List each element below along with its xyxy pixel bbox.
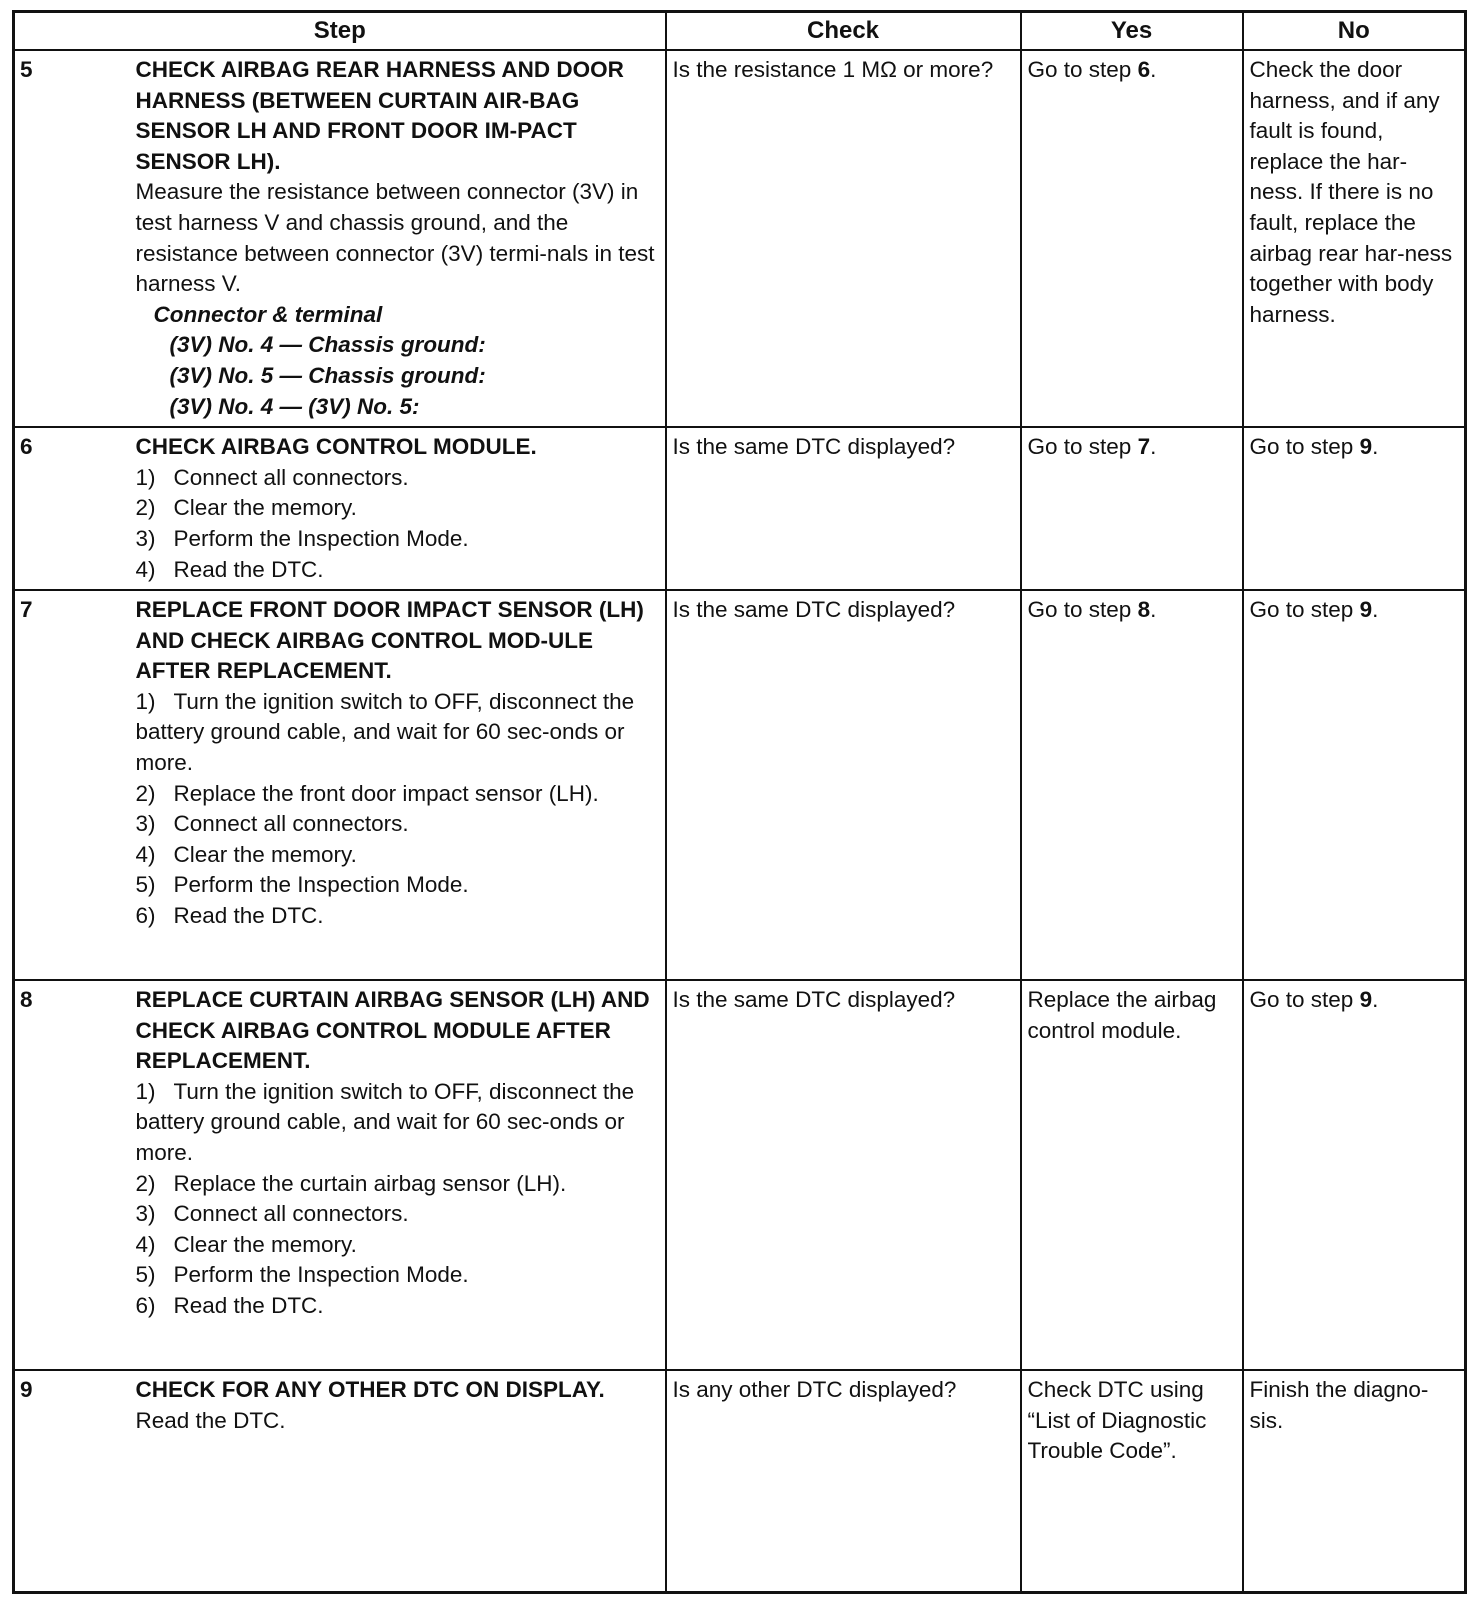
connector-line: (3V) No. 5 — Chassis ground: bbox=[169, 362, 486, 388]
yes-step-ref: 8 bbox=[1137, 597, 1151, 623]
item-number: 4) bbox=[135, 1231, 156, 1257]
list-item bbox=[136, 524, 659, 555]
no-cell: Finish the diagno-sis. bbox=[1243, 1370, 1466, 1592]
no-step-ref: 9 bbox=[1359, 597, 1373, 623]
step-title: CHECK AIRBAG CONTROL MODULE. bbox=[135, 434, 537, 460]
item-text: Clear the memory. bbox=[173, 495, 357, 521]
item-number: 5) bbox=[135, 1262, 156, 1288]
header-yes: Yes bbox=[1021, 12, 1243, 51]
check-cell: Is the resistance 1 MΩ or more? bbox=[666, 50, 1021, 427]
check-cell: Is the same DTC displayed? bbox=[666, 980, 1021, 1370]
header-check: Check bbox=[666, 12, 1021, 51]
header-step: Step bbox=[14, 12, 666, 51]
step-description: Read the DTC. bbox=[135, 1407, 286, 1433]
item-text: Replace the front door impact sensor (LH). bbox=[173, 780, 599, 806]
list-item bbox=[136, 1291, 659, 1322]
item-text: Replace the curtain airbag sensor (LH). bbox=[173, 1170, 567, 1196]
no-cell: Check the door harness, and if any fault is found, replace the har-ness. If there is no fault, replace the airbag rear har-ness together with body harness. bbox=[1243, 50, 1466, 427]
procedure-list bbox=[136, 463, 659, 585]
table-row bbox=[14, 427, 1466, 590]
item-number: 2) bbox=[135, 495, 156, 521]
list-item bbox=[136, 463, 659, 494]
list-item bbox=[136, 1199, 659, 1230]
yes-cell bbox=[1021, 427, 1243, 590]
item-number: 3) bbox=[135, 525, 156, 551]
item-text: Read the DTC. bbox=[173, 903, 324, 929]
item-text: Connect all connectors. bbox=[173, 811, 409, 837]
yes-suffix: . bbox=[1150, 57, 1157, 82]
no-prefix: Go to step bbox=[1249, 597, 1360, 623]
step-title: REPLACE FRONT DOOR IMPACT SENSOR (LH) AND CHECK AIRBAG CONTROL MOD-ULE AFTER REPLACEMENT. bbox=[135, 597, 644, 684]
yes-prefix: Go to step bbox=[1027, 57, 1138, 82]
item-text: Turn the ignition switch to OFF, disconnect the battery ground cable, and wait for 60 sec-onds or more. bbox=[135, 688, 635, 776]
step-content bbox=[134, 590, 666, 980]
step-description: Measure the resistance between connector (3V) in test harness V and chassis ground, and the resistance between connector (3V) termi-nals in test harness V. bbox=[135, 179, 655, 297]
step-number: 6 bbox=[14, 427, 134, 590]
item-number: 4) bbox=[135, 841, 156, 867]
no-suffix: . bbox=[1372, 597, 1379, 623]
item-text: Perform the Inspection Mode. bbox=[173, 525, 469, 551]
list-item bbox=[136, 687, 659, 779]
step-title: REPLACE CURTAIN AIRBAG SENSOR (LH) AND CHECK AIRBAG CONTROL MODULE AFTER REPLACEMENT. bbox=[135, 987, 650, 1074]
item-number: 1) bbox=[135, 688, 156, 714]
table-row bbox=[14, 1370, 1466, 1592]
list-item bbox=[136, 809, 659, 840]
item-number: 1) bbox=[135, 1078, 156, 1104]
step-title: CHECK FOR ANY OTHER DTC ON DISPLAY. bbox=[135, 1377, 605, 1403]
item-number: 4) bbox=[135, 556, 156, 582]
connector-line: (3V) No. 4 — (3V) No. 5: bbox=[169, 393, 420, 419]
procedure-list bbox=[136, 1077, 659, 1322]
yes-cell: Replace the airbag control module. bbox=[1021, 980, 1243, 1370]
item-text: Clear the memory. bbox=[173, 841, 357, 867]
item-number: 6) bbox=[135, 1293, 156, 1319]
list-item bbox=[136, 840, 659, 871]
list-item bbox=[136, 1260, 659, 1291]
step-content bbox=[134, 50, 666, 427]
header-no: No bbox=[1243, 12, 1466, 51]
yes-prefix: Go to step bbox=[1027, 597, 1138, 623]
item-number: 1) bbox=[135, 464, 156, 490]
list-item bbox=[136, 493, 659, 524]
step-number: 7 bbox=[14, 590, 134, 980]
step-number: 9 bbox=[14, 1370, 134, 1592]
step-number: 8 bbox=[14, 980, 134, 1370]
item-number: 2) bbox=[135, 780, 156, 806]
yes-suffix: . bbox=[1150, 597, 1157, 623]
no-cell bbox=[1243, 590, 1466, 980]
procedure-list bbox=[136, 687, 659, 932]
step-content bbox=[134, 427, 666, 590]
no-suffix: . bbox=[1372, 434, 1379, 460]
item-text: Turn the ignition switch to OFF, disconnect the battery ground cable, and wait for 60 sec-onds or more. bbox=[135, 1078, 635, 1166]
check-cell: Is any other DTC displayed? bbox=[666, 1370, 1021, 1592]
no-cell bbox=[1243, 980, 1466, 1370]
yes-cell: Check DTC using “List of Diagnostic Trouble Code”. bbox=[1021, 1370, 1243, 1592]
item-text: Clear the memory. bbox=[173, 1231, 357, 1257]
list-item bbox=[136, 1077, 659, 1169]
item-text: Perform the Inspection Mode. bbox=[173, 1262, 469, 1288]
item-text: Perform the Inspection Mode. bbox=[173, 872, 469, 898]
list-item bbox=[136, 870, 659, 901]
table-row bbox=[14, 50, 1466, 427]
no-step-ref: 9 bbox=[1359, 434, 1373, 460]
list-item bbox=[136, 1169, 659, 1200]
no-prefix: Go to step bbox=[1249, 987, 1360, 1013]
step-title: CHECK AIRBAG REAR HARNESS AND DOOR HARNESS (BETWEEN CURTAIN AIR-BAG SENSOR LH AND FRONT DOOR IM-PACT SENSOR LH). bbox=[135, 57, 624, 174]
check-cell: Is the same DTC displayed? bbox=[666, 427, 1021, 590]
header-row bbox=[14, 12, 1466, 51]
step-number: 5 bbox=[14, 50, 134, 427]
connector-line: (3V) No. 4 — Chassis ground: bbox=[169, 332, 486, 358]
item-number: 3) bbox=[135, 1201, 156, 1227]
item-number: 5) bbox=[135, 872, 156, 898]
check-cell: Is the same DTC displayed? bbox=[666, 590, 1021, 980]
item-text: Connect all connectors. bbox=[173, 1201, 409, 1227]
yes-cell bbox=[1021, 590, 1243, 980]
diagnostic-procedure-page bbox=[12, 10, 1464, 1594]
list-item bbox=[136, 1230, 659, 1261]
no-step-ref: 9 bbox=[1359, 987, 1373, 1013]
step-content bbox=[134, 980, 666, 1370]
list-item bbox=[136, 555, 659, 586]
item-number: 3) bbox=[135, 811, 156, 837]
yes-suffix: . bbox=[1150, 434, 1157, 460]
yes-step-ref: 6 bbox=[1137, 57, 1151, 82]
diagnostic-table bbox=[12, 10, 1467, 1594]
item-text: Read the DTC. bbox=[173, 1293, 324, 1319]
step-content bbox=[134, 1370, 666, 1592]
list-item bbox=[136, 779, 659, 810]
yes-prefix: Go to step bbox=[1027, 434, 1138, 460]
no-cell bbox=[1243, 427, 1466, 590]
item-text: Connect all connectors. bbox=[173, 464, 409, 490]
no-prefix: Go to step bbox=[1249, 434, 1360, 460]
connector-label: Connector & terminal bbox=[153, 301, 383, 327]
no-suffix: . bbox=[1372, 987, 1379, 1013]
item-number: 2) bbox=[135, 1170, 156, 1196]
list-item bbox=[136, 901, 659, 932]
yes-cell bbox=[1021, 50, 1243, 427]
yes-step-ref: 7 bbox=[1137, 434, 1151, 460]
item-text: Read the DTC. bbox=[173, 556, 324, 582]
item-number: 6) bbox=[135, 903, 156, 929]
table-row bbox=[14, 590, 1466, 980]
table-row bbox=[14, 980, 1466, 1370]
